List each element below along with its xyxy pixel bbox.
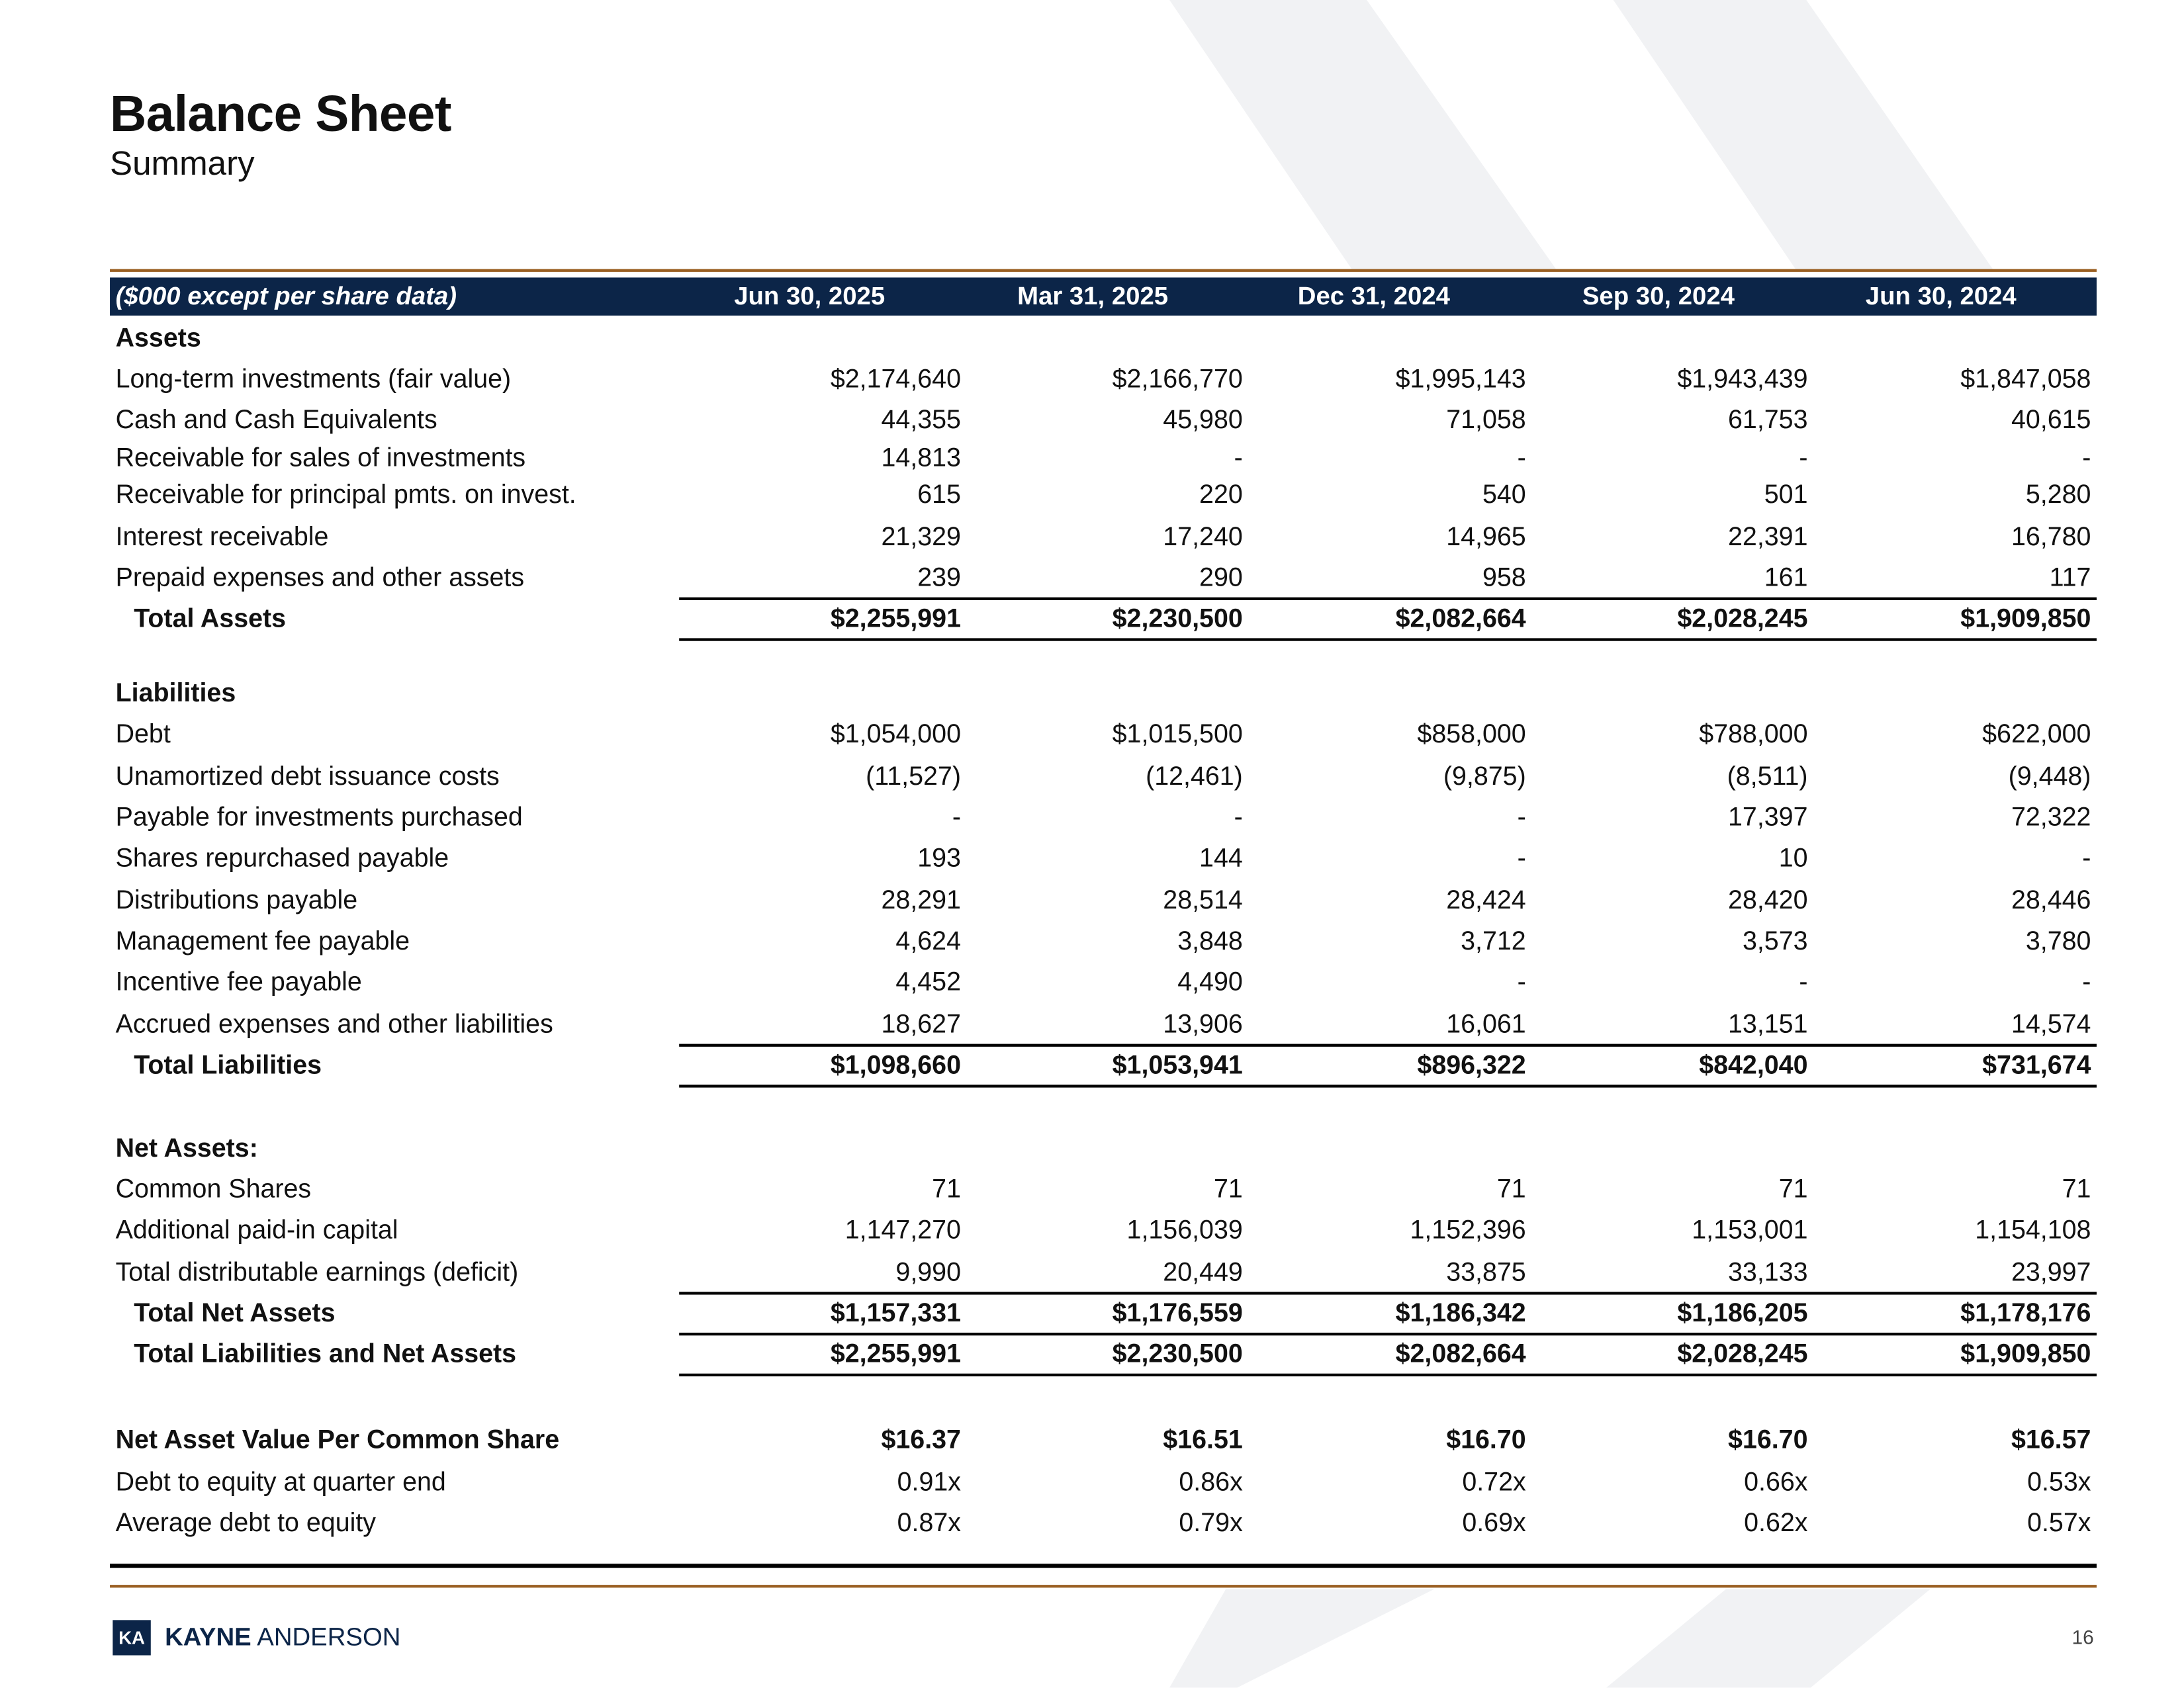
table-row [110, 1047, 2097, 1083]
row-label: Debt to equity at quarter end [115, 1466, 446, 1496]
table-row [110, 439, 2097, 476]
brand-light: ANDERSON [251, 1622, 401, 1652]
cell-value: 4,624 [895, 925, 961, 955]
cell-value: 71 [932, 1173, 961, 1204]
cell-value: 239 [917, 562, 961, 592]
cell-value: 161 [1764, 562, 1808, 592]
table-row [110, 675, 2097, 711]
total-rule [679, 1333, 2097, 1335]
row-label: Long-term investments (fair value) [115, 363, 512, 393]
cell-value: 17,240 [1163, 521, 1243, 551]
cell-value: $2,082,664 [1395, 1338, 1526, 1368]
cell-value: 28,420 [1728, 885, 1808, 914]
cell-value: 28,424 [1446, 885, 1526, 914]
cell-value: 72,322 [2011, 801, 2091, 832]
row-label: Additional paid-in capital [115, 1214, 398, 1244]
row-label: Incentive fee payable [115, 966, 362, 997]
cell-value: $2,028,245 [1677, 603, 1808, 633]
cell-value: $2,174,640 [830, 363, 961, 393]
footer-gold-rule [110, 1585, 2097, 1587]
cell-value: $1,098,660 [830, 1049, 961, 1079]
cell-value: $2,082,664 [1395, 603, 1526, 633]
table-row [110, 476, 2097, 513]
cell-value: $2,255,991 [830, 1338, 961, 1368]
brand-name [165, 1623, 400, 1653]
cell-value: 0.53x [2027, 1466, 2091, 1496]
cell-value: $2,166,770 [1112, 363, 1243, 393]
row-label: Accrued expenses and other liabilities [115, 1008, 553, 1039]
cell-value: - [1517, 442, 1526, 472]
total-rule [679, 1292, 2097, 1294]
table-row [110, 922, 2097, 959]
cell-value: $16.37 [881, 1424, 961, 1454]
table-row [110, 1130, 2097, 1166]
table-row [110, 361, 2097, 397]
cell-value: - [2082, 966, 2091, 997]
top-gold-rule [110, 269, 2097, 272]
column-header: Mar 31, 2025 [1017, 281, 1169, 310]
column-header: Dec 31, 2024 [1297, 281, 1450, 310]
cell-value: 44,355 [881, 404, 961, 434]
cell-value: 501 [1764, 478, 1808, 509]
row-label: Total Liabilities [134, 1049, 322, 1079]
table-row [110, 716, 2097, 752]
cell-value: 0.62x [1744, 1507, 1808, 1537]
cell-value: 615 [917, 478, 961, 509]
total-rule [679, 638, 2097, 640]
cell-value: $1,178,176 [1960, 1297, 2091, 1327]
table-header [110, 277, 2097, 315]
cell-value: - [1517, 842, 1526, 872]
cell-value: $896,322 [1417, 1049, 1526, 1079]
cell-value: 28,514 [1163, 885, 1243, 914]
table-row [110, 1254, 2097, 1290]
cell-value: 1,154,108 [1975, 1214, 2091, 1244]
table-row [110, 963, 2097, 1000]
cell-value: 0.79x [1179, 1507, 1243, 1537]
table-row [110, 799, 2097, 835]
cell-value: 4,452 [895, 966, 961, 997]
cell-value: 0.66x [1744, 1466, 1808, 1496]
page-subtitle: Summary [110, 145, 255, 183]
row-label: Receivable for principal pmts. on invest. [115, 478, 576, 509]
cell-value: 4,490 [1177, 966, 1243, 997]
page-number: 16 [2071, 1625, 2094, 1648]
table-row [110, 600, 2097, 637]
cell-value: 3,573 [1742, 925, 1808, 955]
cell-value: - [1799, 966, 1808, 997]
cell-value: $16.51 [1163, 1424, 1243, 1454]
cell-value: 21,329 [881, 521, 961, 551]
cell-value: 10 [1778, 842, 1808, 872]
cell-value: $2,230,500 [1112, 1338, 1243, 1368]
cell-value: - [1234, 801, 1243, 832]
cell-value: (11,527) [866, 760, 961, 791]
cell-value: (9,448) [2008, 760, 2091, 791]
column-header: Jun 30, 2025 [734, 281, 886, 310]
table-row [110, 1006, 2097, 1042]
cell-value: (12,461) [1146, 760, 1243, 791]
cell-value: 0.72x [1462, 1466, 1526, 1496]
cell-value: 1,153,001 [1692, 1214, 1808, 1244]
table-row [110, 1505, 2097, 1541]
cell-value: $16.57 [2011, 1424, 2091, 1454]
row-label: Debt [115, 718, 171, 748]
cell-value: 958 [1482, 562, 1526, 592]
cell-value: 71 [1778, 1173, 1808, 1204]
row-label: Prepaid expenses and other assets [115, 562, 525, 592]
column-header: Sep 30, 2024 [1582, 281, 1735, 310]
table-row [110, 1212, 2097, 1248]
cell-value: 18,627 [881, 1008, 961, 1039]
table-row [110, 559, 2097, 596]
cell-value: 71 [1496, 1173, 1526, 1204]
cell-value: 3,780 [2025, 925, 2091, 955]
cell-value: $1,015,500 [1112, 718, 1243, 748]
cell-value: 0.86x [1179, 1466, 1243, 1496]
unit-label: ($000 except per share data) [115, 281, 457, 310]
cell-value: 16,780 [2011, 521, 2091, 551]
row-label: Common Shares [115, 1173, 312, 1204]
cell-value: $2,255,991 [830, 603, 961, 633]
cell-value: 1,147,270 [844, 1214, 961, 1244]
cell-value: $2,028,245 [1677, 1338, 1808, 1368]
cell-value: 33,133 [1728, 1257, 1808, 1286]
cell-value: $858,000 [1417, 718, 1526, 748]
cell-value: 16,061 [1446, 1008, 1526, 1039]
table-row [110, 518, 2097, 555]
table-row [110, 402, 2097, 438]
cell-value: $1,995,143 [1395, 363, 1526, 393]
cell-value: 20,449 [1163, 1257, 1243, 1286]
cell-value: $731,674 [1982, 1049, 2091, 1079]
cell-value: 22,391 [1728, 521, 1808, 551]
cell-value: 220 [1199, 478, 1243, 509]
cell-value: 14,965 [1446, 521, 1526, 551]
cell-value: $16.70 [1728, 1424, 1808, 1454]
total-rule [679, 598, 2097, 600]
cell-value: - [1517, 801, 1526, 832]
cell-value: 117 [2049, 562, 2091, 592]
cell-value: $2,230,500 [1112, 603, 1243, 633]
cell-value: (8,511) [1727, 760, 1808, 791]
row-label: Total distributable earnings (deficit) [115, 1257, 519, 1286]
cell-value: 0.87x [897, 1507, 961, 1537]
row-label: Average debt to equity [115, 1507, 377, 1537]
cell-value: $788,000 [1699, 718, 1808, 748]
cell-value: 290 [1199, 562, 1243, 592]
cell-value: $1,909,850 [1960, 1338, 2091, 1368]
table-row [110, 882, 2097, 918]
total-rule [679, 1374, 2097, 1376]
cell-value: 28,291 [881, 885, 961, 914]
row-label: Management fee payable [115, 925, 410, 955]
cell-value: (9,875) [1443, 760, 1526, 791]
row-label: Payable for investments purchased [115, 801, 523, 832]
cell-value: $1,943,439 [1677, 363, 1808, 393]
cell-value: 1,152,396 [1410, 1214, 1526, 1244]
cell-value: 0.91x [897, 1466, 961, 1496]
cell-value: 71 [2062, 1173, 2091, 1204]
row-label: Total Liabilities and Net Assets [134, 1338, 517, 1368]
cell-value: 17,397 [1728, 801, 1808, 832]
cell-value: $842,040 [1699, 1049, 1808, 1079]
cell-value: 3,848 [1177, 925, 1243, 955]
cell-value: $16.70 [1446, 1424, 1526, 1454]
cell-value: $1,054,000 [830, 718, 961, 748]
cell-value: - [2082, 442, 2091, 472]
cell-value: $1,909,850 [1960, 603, 2091, 633]
table-row [110, 1421, 2097, 1458]
cell-value: - [2082, 842, 2091, 872]
cell-value: $1,176,559 [1112, 1297, 1243, 1327]
cell-value: 14,813 [881, 442, 961, 472]
cell-value: $622,000 [1982, 718, 2091, 748]
cell-value: 540 [1482, 478, 1526, 509]
column-header: Jun 30, 2024 [1865, 281, 2017, 310]
cell-value: $1,847,058 [1960, 363, 2091, 393]
cell-value: 45,980 [1163, 404, 1243, 434]
row-label: Total Assets [134, 603, 287, 633]
table-row [110, 320, 2097, 356]
table-row [110, 1335, 2097, 1372]
cell-value: - [1799, 442, 1808, 472]
cell-value: - [952, 801, 961, 832]
cell-value: - [1517, 966, 1526, 997]
cell-value: 193 [917, 842, 961, 872]
row-label: Liabilities [115, 678, 236, 707]
table-row [110, 1464, 2097, 1500]
cell-value: 23,997 [2011, 1257, 2091, 1286]
brand-bold: KAYNE [165, 1622, 251, 1652]
cell-value: 0.69x [1462, 1507, 1526, 1537]
cell-value: $1,157,331 [830, 1297, 961, 1327]
cell-value: - [1234, 442, 1243, 472]
row-label: Cash and Cash Equivalents [115, 404, 437, 434]
cell-value: 61,753 [1728, 404, 1808, 434]
row-label: Total Net Assets [134, 1297, 336, 1327]
bottom-thick-rule [110, 1564, 2097, 1568]
cell-value: 5,280 [2025, 478, 2091, 509]
table-row [110, 758, 2097, 794]
total-rule [679, 1085, 2097, 1087]
row-label: Interest receivable [115, 521, 329, 551]
table-row [110, 1295, 2097, 1331]
cell-value: 0.57x [2027, 1507, 2091, 1537]
cell-value: 13,151 [1728, 1008, 1808, 1039]
cell-value: 1,156,039 [1126, 1214, 1243, 1244]
row-label: Shares repurchased payable [115, 842, 449, 872]
row-label: Assets [115, 322, 201, 353]
cell-value: 40,615 [2011, 404, 2091, 434]
cell-value: 71 [1213, 1173, 1243, 1204]
table-row [110, 840, 2097, 876]
table-row [110, 1171, 2097, 1207]
row-label: Net Asset Value Per Common Share [115, 1424, 560, 1454]
cell-value: 9,990 [895, 1257, 961, 1286]
cell-value: $1,053,941 [1112, 1049, 1243, 1079]
row-label: Net Assets: [115, 1132, 258, 1163]
page-title: Balance Sheet [110, 84, 451, 143]
total-rule [679, 1044, 2097, 1046]
kayne-anderson-logo-icon: KA [113, 1620, 150, 1655]
cell-value: 71,058 [1446, 404, 1526, 434]
cell-value: $1,186,205 [1677, 1297, 1808, 1327]
row-label: Unamortized debt issuance costs [115, 760, 500, 791]
cell-value: 33,875 [1446, 1257, 1526, 1286]
row-label: Receivable for sales of investments [115, 442, 526, 472]
cell-value: 13,906 [1163, 1008, 1243, 1039]
row-label: Distributions payable [115, 885, 358, 914]
cell-value: 3,712 [1461, 925, 1526, 955]
cell-value: $1,186,342 [1395, 1297, 1526, 1327]
cell-value: 14,574 [2011, 1008, 2091, 1039]
cell-value: 144 [1199, 842, 1243, 872]
cell-value: 28,446 [2011, 885, 2091, 914]
